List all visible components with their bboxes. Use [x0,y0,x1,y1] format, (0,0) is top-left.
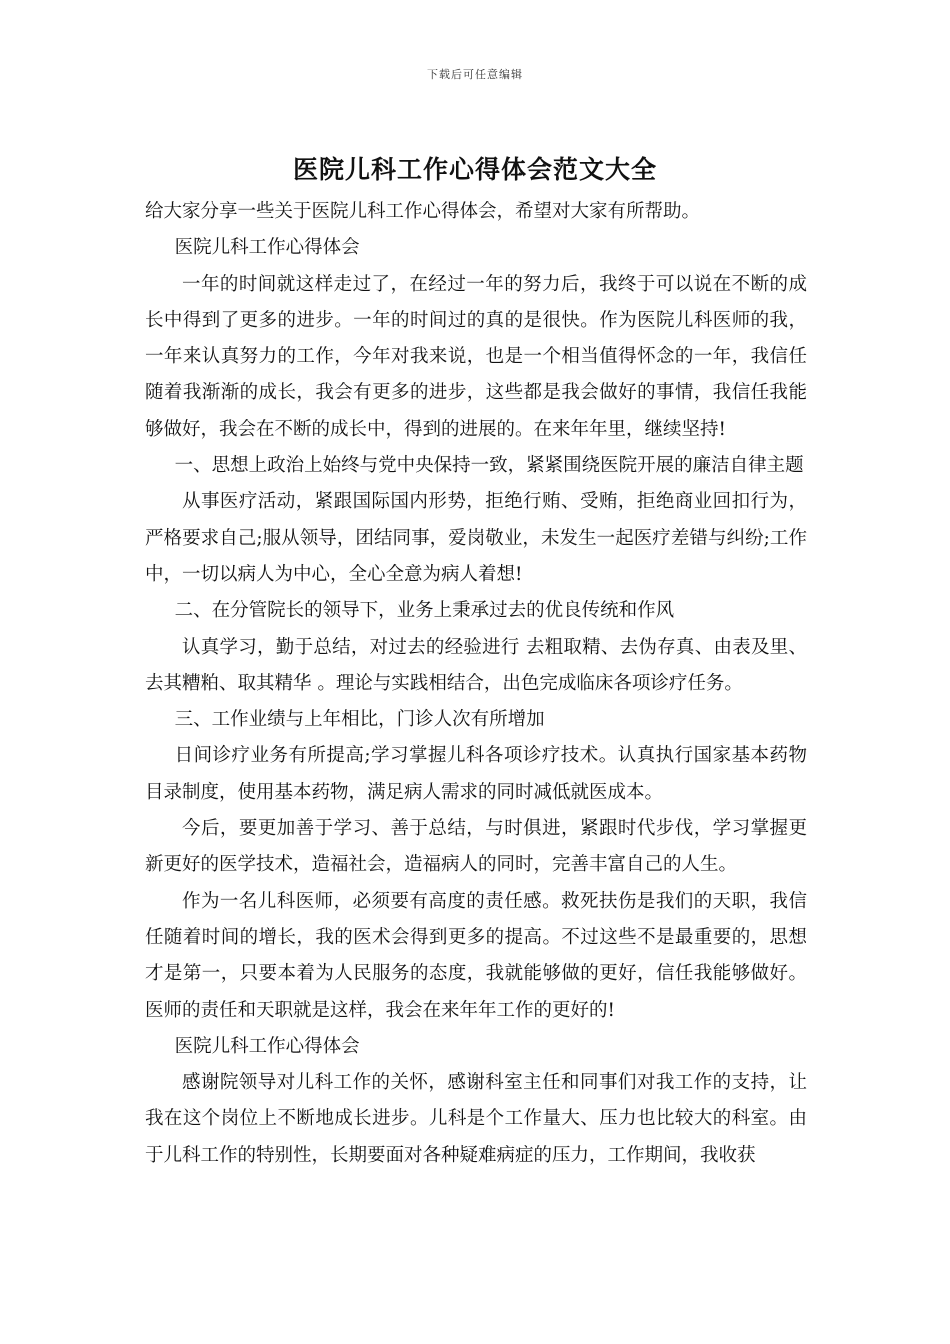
section-heading: 一、思想上政治上始终与党中央保持一致，紧紧围绕医院开展的廉洁自律主题 [174,455,804,477]
body-paragraph: 日间诊疗业务有所提高;学习掌握儿科各项诊疗技术。认真执行国家基本药物目录制度，使用基本药物，满足病人需求的同时减低就医成本。 [145,745,807,803]
body-paragraph: 今后，要更加善于学习、善于总结，与时俱进，紧跟时代步伐，学习掌握更新更好的医学技术，造福社会，造福病人的同时，完善丰富自己的人生。 [145,818,807,876]
section-heading: 三、工作业绩与上年相比，门诊人次有所增加 [174,709,545,731]
body-paragraph: 一年的时间就这样走过了，在经过一年的努力后，我终于可以说在不断的成长中得到了更多的进步。一年的时间过的真的是很快。作为医院儿科医师的我，一年来认真努力的工作，今年对我来说，也是一个相当值得怀念的一年，我信任随着我渐渐的成长，我会有更多的进步，这些都是我会做好的事情，我信任我能够做好，我会在不断的成长中，得到的进展的。在来年年里，继续坚持! [145,273,807,440]
section-heading: 医院儿科工作心得体会 [174,237,360,259]
header-note: 下载后可任意编辑 [427,68,523,81]
body-paragraph: 认真学习，勤于总结，对过去的经验进行 去粗取精、去伪存真、由表及里、去其糟粕、取其精华 。理论与实践相结合，出色完成临床各项诊疗任务。 [145,636,807,694]
document-body [145,194,807,1174]
section-heading: 二、在分管院长的领导下，业务上秉承过去的优良传统和作风 [174,600,675,622]
document-title: 医院儿科工作心得体会范文大全 [292,155,657,184]
body-paragraph: 从事医疗活动，紧跟国际国内形势，拒绝行贿、受贿，拒绝商业回扣行为，严格要求自己;服从领导，团结同事，爱岗敬业，未发生一起医疗差错与纠纷;工作中，一切以病人为中心，全心全意为病人着想! [145,491,807,585]
intro-paragraph: 给大家分享一些关于医院儿科工作心得体会，希望对大家有所帮助。 [145,201,701,222]
body-paragraph: 感谢院领导对儿科工作的关怀，感谢科室主任和同事们对我工作的支持，让我在这个岗位上不断地成长进步。儿科是个工作量大、压力也比较大的科室。由于儿科工作的特别性，长期要面对各种疑难病症的压力，工作期间，我收获 [145,1072,807,1166]
section-heading: 医院儿科工作心得体会 [174,1035,360,1057]
body-paragraph: 作为一名儿科医师，必须要有高度的责任感。救死扶伤是我们的天职，我信任随着时间的增长，我的医术会得到更多的提高。不过这些不是最重要的，思想才是第一，只要本着为人民服务的态度，我就能够做的更好，信任我能够做好。医师的责任和天职就是这样，我会在来年年工作的更好的! [145,890,807,1021]
